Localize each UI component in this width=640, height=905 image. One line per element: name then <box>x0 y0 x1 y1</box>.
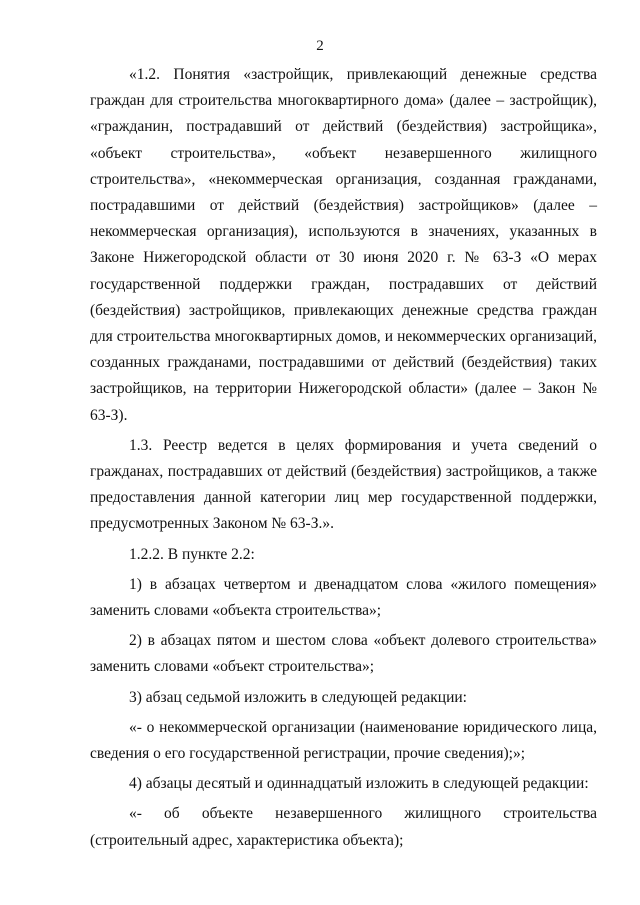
paragraph-item-3-text: «- о некоммерческой организации (наименование юридического лица, сведения о его государственной регистрации, прочие сведения);»; <box>90 718 597 763</box>
paragraph-item-3: 3) абзац седьмой изложить в следующей редакции: <box>129 688 467 706</box>
paragraph-item-1: 1) в абзацах четвертом и двенадцатом слова «жилого помещения» заменить словами «объекта строительства»; <box>90 575 597 620</box>
paragraph-1-2-definitions: «1.2. Понятия «застройщик, привлекающий денежные средства граждан для строительства многоквартирного дома» (далее – застройщик), «гражданин, пострадавший от действий (бездействия) застройщика», «объект строительства», «объект незавершенного жилищного строительства», «некоммерческая организация, созданная гражданами, пострадавшими от действий (бездействия) застройщиков» (далее – некоммерческая организация), используются в значениях, указанных в Законе Нижегородской области от 30 июня 2020 г. № 63-З «О мерах государственной поддержки граждан, пострадавших от действий (бездействия) застройщиков, привлекающих денежные средства граждан для строительства многоквартирных домов, и некоммерческих организаций, созданных гражданами, пострадавшими от действий (бездействия) таких застройщиков, на территории Нижегородской области» (далее – Закон № 63-З). <box>90 66 597 424</box>
paragraph-1-3-registry: 1.3. Реестр ведется в целях формирования и учета сведений о гражданах, пострадавших от действий (бездействия) застройщиков, а также предоставления данной категории лиц мер государственной поддержки, предусмотренных Законом № 63-З.». <box>90 436 597 533</box>
paragraph-item-4: 4) абзацы десятый и одиннадцатый изложить в следующей редакции: <box>129 775 589 793</box>
paragraph-1-2-2-heading: 1.2.2. В пункте 2.2: <box>129 545 255 563</box>
paragraph-item-2: 2) в абзацах пятом и шестом слова «объект долевого строительства» заменить словами «объект строительства»; <box>90 632 597 676</box>
page-number: 2 <box>316 38 324 54</box>
paragraph-item-4-text: «- об объекте незавершенного жилищного строительства (строительный адрес, характеристика объекта); <box>90 805 597 849</box>
document-body <box>90 62 597 854</box>
